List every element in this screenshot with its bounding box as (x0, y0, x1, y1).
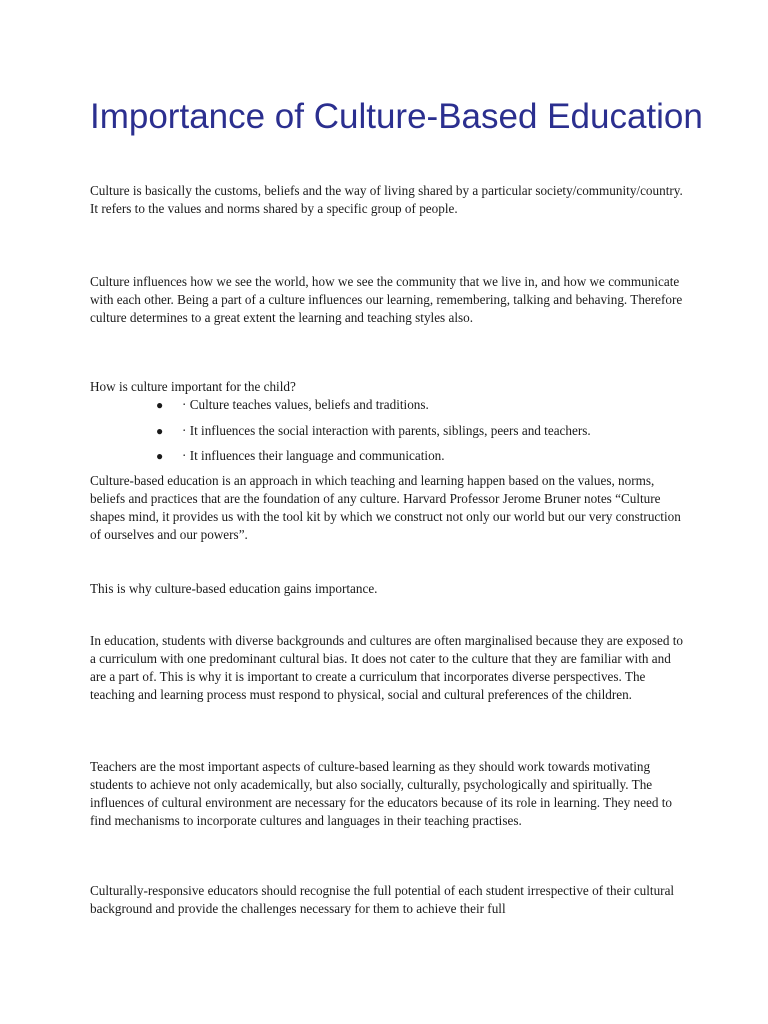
bullet-list (90, 396, 690, 473)
paragraph-culture-based-education: Culture-based education is an approach in which teaching and learning happen based on the values, norms, beliefs and practices that are the foundation of any culture. Harvard Professor Jerome Bruner notes “Culture shapes mind, it provides us with the tool kit by which we construct not only our world but our very construction of ourselves and our powers”. (90, 473, 681, 542)
bullet-icon: ● (156, 423, 164, 438)
paragraph-importance: This is why culture-based education gains importance. (90, 581, 378, 596)
paragraph-diverse-backgrounds: In education, students with diverse backgrounds and cultures are often marginalised because they are exposed to a curriculum with one predominant cultural bias. It does not cater to the culture that they are familiar with and are a part of. This is why it is important to create a curriculum that incorporates diverse perspectives. The teaching and learning process must respond to physical, social and cultural preferences of the children. (90, 633, 683, 702)
list-item (90, 396, 690, 422)
paragraph-culture-definition: Culture is basically the customs, beliefs and the way of living shared by a particular society/community/country. It refers to the values and norms shared by a specific group of people. (90, 183, 683, 216)
paragraph-culture-influences: Culture influences how we see the world, how we see the community that we live in, and how we communicate with each other. Being a part of a culture influences our learning, remembering, talking and behaving. Therefore culture determines to a great extent the learning and teaching styles also. (90, 274, 683, 325)
bullet-text: · Culture teaches values, beliefs and traditions. (182, 397, 429, 412)
list-item (90, 447, 690, 473)
bullet-icon: ● (156, 449, 164, 463)
bullet-icon: ● (156, 398, 164, 412)
bullet-text: · It influences their language and communication. (182, 448, 445, 463)
paragraph-teachers: Teachers are the most important aspects of culture-based learning as they should work towards motivating students to achieve not only academically, but also socially, culturally, psychologically and spiritually. The influences of cultural environment are necessary for the educators because of its role in learning. They need to find mechanisms to incorporate cultures and languages in their teaching practises. (90, 759, 672, 828)
paragraph-responsive-educators: Culturally-responsive educators should recognise the full potential of each student irrespective of their cultural background and provide the challenges necessary for them to achieve their full (90, 883, 675, 916)
bullet-text: · It influences the social interaction with parents, siblings, peers and teachers. (182, 422, 591, 438)
list-item (90, 422, 690, 448)
paragraph-question: How is culture important for the child? (90, 379, 296, 394)
document-title: Importance of Culture-Based Education (90, 97, 703, 136)
